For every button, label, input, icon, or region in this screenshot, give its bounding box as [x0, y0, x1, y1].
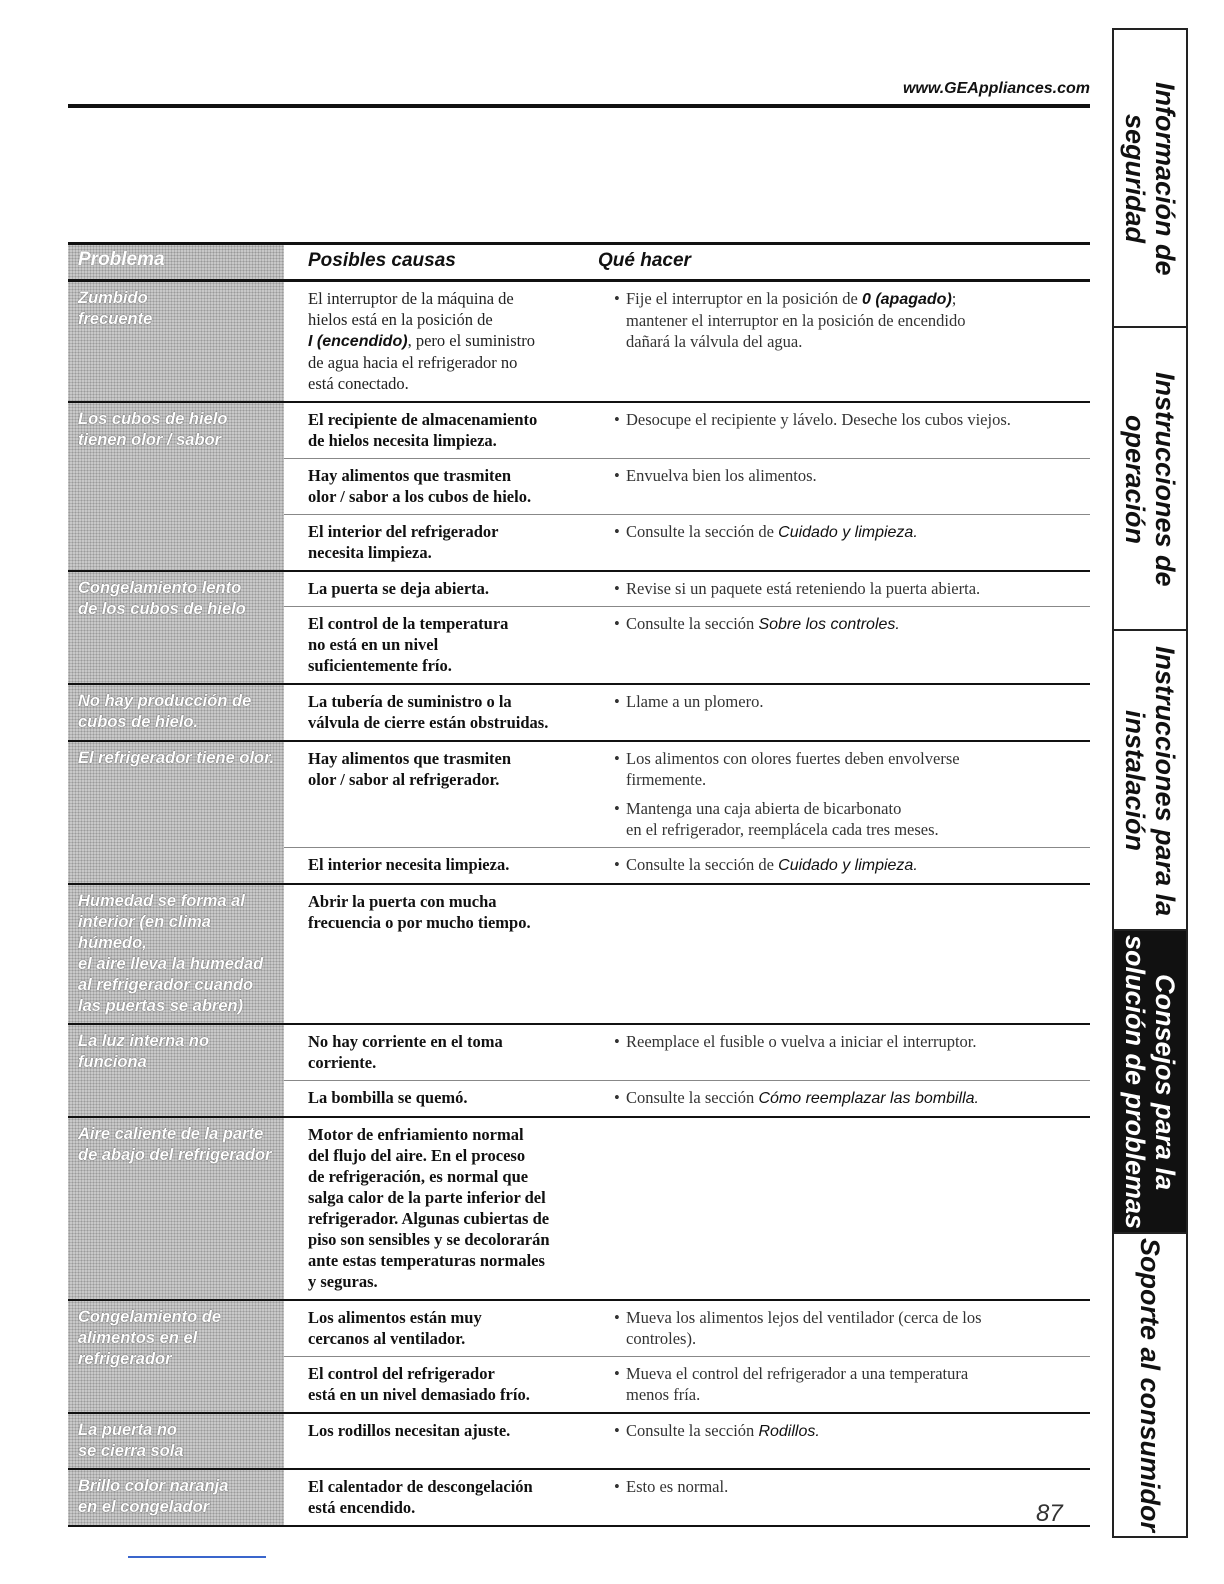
todo-cell	[606, 572, 1090, 606]
cause-cell: El calentador de descongelación está encendido.	[308, 1477, 533, 1517]
bullet-icon: •	[614, 466, 620, 485]
problem-cell	[68, 1118, 284, 1299]
todo-cell	[606, 459, 1090, 514]
table-row	[284, 847, 1090, 883]
problem-cell	[68, 572, 284, 683]
todo-text	[626, 409, 1011, 430]
todo-cell	[606, 685, 1090, 740]
cause-cell: El interior del refrigerador necesita limpieza.	[308, 522, 499, 562]
text-part: Envuelva bien los alimentos.	[626, 466, 817, 485]
todo-text	[626, 1087, 979, 1109]
problem-group	[68, 1025, 1090, 1118]
todo-item	[614, 1420, 1090, 1442]
cause-cell: Hay alimentos que trasmiten olor / sabor a los cubos de hielo.	[308, 466, 532, 506]
problem-cell	[68, 685, 284, 740]
side-tab-solucion-problemas[interactable]	[1112, 929, 1188, 1234]
todo-item	[614, 613, 1090, 635]
table-row	[284, 685, 1090, 740]
problem-label: Aire caliente de la parte de abajo del refrigerador	[78, 1125, 272, 1164]
section-reference: Sobre los controles.	[758, 616, 900, 633]
problem-group	[68, 1118, 1090, 1301]
cause-rows	[284, 1414, 1090, 1468]
todo-cell	[606, 885, 1090, 940]
side-tab-label: Instrucciones de operación	[1120, 372, 1180, 587]
section-reference: Cuidado y limpieza.	[778, 524, 918, 541]
text-part: Esto es normal.	[626, 1477, 729, 1496]
problem-group	[68, 1470, 1090, 1527]
problem-label: La puerta no se cierra sola	[78, 1421, 184, 1460]
bullet-icon: •	[614, 1088, 620, 1107]
text-part: Consulte la sección de	[626, 855, 779, 874]
todo-item	[614, 1307, 1090, 1349]
section-reference: Cómo reemplazar las bombilla.	[758, 1090, 979, 1107]
problem-label: Zumbido frecuente	[78, 289, 153, 328]
todo-item	[614, 288, 1090, 352]
text-part: El interruptor de la máquina de hielos está en la posición de	[308, 289, 514, 329]
todo-item	[614, 1087, 1090, 1109]
todo-text	[626, 578, 980, 599]
todo-text	[626, 521, 918, 543]
table-row	[284, 403, 1090, 458]
table-row	[284, 1414, 1090, 1449]
table-row	[284, 1025, 1090, 1080]
bullet-icon: •	[614, 410, 620, 429]
emphasis-bold: 0 (apagado)	[861, 291, 952, 308]
problem-label: El refrigerador tiene olor.	[78, 749, 275, 767]
table-row	[284, 885, 1090, 940]
bullet-icon: •	[614, 579, 620, 598]
problem-group	[68, 1301, 1090, 1414]
problem-label: Los cubos de hielo tienen olor / sabor	[78, 410, 228, 449]
todo-cell	[606, 848, 1090, 883]
bullet-icon: •	[614, 1421, 620, 1440]
problem-label: Congelamiento lento de los cubos de hielo	[78, 579, 246, 618]
text-part: Mueva el control del refrigerador a una temperatura menos fría.	[626, 1364, 969, 1404]
cause-rows	[284, 742, 1090, 883]
todo-cell	[606, 607, 1090, 683]
side-tab-seguridad[interactable]	[1112, 28, 1188, 328]
cause-cell: La bombilla se quemó.	[308, 1088, 468, 1107]
table-row	[284, 514, 1090, 570]
text-part: Los alimentos con olores fuertes deben envolverse firmemente.	[626, 749, 960, 789]
table-row	[284, 1301, 1090, 1356]
header-problem: Problema	[68, 245, 284, 279]
problem-cell	[68, 885, 284, 1023]
problem-group	[68, 403, 1090, 572]
side-tab-label: Soporte al consumidor	[1135, 1237, 1165, 1533]
bottom-line	[128, 1556, 266, 1558]
text-part: ; mantener el interruptor en la posición de encendido dañará la válvula del agua.	[626, 289, 966, 351]
todo-text	[626, 1031, 977, 1052]
cause-rows	[284, 572, 1090, 683]
page-number: 87	[1036, 1500, 1063, 1527]
todo-item	[614, 798, 1090, 840]
cause-cell: El recipiente de almacenamiento de hielos necesita limpieza.	[308, 410, 538, 450]
problem-cell	[68, 1414, 284, 1468]
text-part: Consulte la sección de	[626, 522, 779, 541]
table-row	[284, 458, 1090, 514]
todo-cell	[606, 1470, 1090, 1525]
section-reference: Cuidado y limpieza.	[778, 857, 918, 874]
problem-cell	[68, 742, 284, 883]
text-part: Consulte la sección	[626, 1421, 759, 1440]
troubleshooting-table	[68, 242, 1090, 1527]
bullet-icon: •	[614, 1032, 620, 1051]
side-tab-soporte[interactable]	[1112, 1232, 1188, 1538]
cause-cell: Abrir la puerta con mucha frecuencia o por mucho tiempo.	[308, 892, 531, 932]
todo-text	[626, 1363, 968, 1405]
header-todo: Qué hacer	[598, 250, 691, 271]
text-part: Fije el interruptor en la posición de	[626, 289, 862, 308]
todo-text	[626, 798, 939, 840]
table-row	[284, 282, 1090, 401]
problem-group	[68, 1414, 1090, 1470]
side-tab-label: Consejos para la solución de problemas	[1120, 935, 1180, 1230]
side-tabs	[1112, 28, 1186, 1538]
text-part: , pero el suministro de agua hacia el refrigerador no está conectado.	[308, 331, 535, 393]
side-tab-label: Instrucciones para la instalación	[1120, 645, 1180, 917]
todo-text	[626, 465, 817, 486]
todo-cell	[606, 1118, 1090, 1299]
cause-cell: Los rodillos necesitan ajuste.	[308, 1421, 511, 1440]
todo-text	[626, 288, 966, 352]
table-row	[284, 1356, 1090, 1412]
todo-item	[614, 578, 1090, 599]
table-row	[284, 572, 1090, 606]
todo-text	[626, 1420, 820, 1442]
todo-text	[626, 854, 918, 876]
todo-item	[614, 521, 1090, 543]
problem-label: La luz interna no funciona	[78, 1032, 210, 1071]
text-part: Mueva los alimentos lejos del ventilador (cerca de los controles).	[626, 1308, 982, 1348]
bullet-icon: •	[614, 614, 620, 633]
table-row	[284, 606, 1090, 683]
bullet-icon: •	[614, 522, 620, 541]
todo-cell	[606, 1025, 1090, 1080]
todo-text	[626, 748, 960, 790]
todo-item	[614, 1363, 1090, 1405]
todo-text	[626, 1307, 982, 1349]
problem-cell	[68, 1470, 284, 1525]
table-header	[68, 242, 1090, 282]
text-part: Consulte la sección	[626, 1088, 759, 1107]
table-row	[284, 742, 1090, 847]
cause-rows	[284, 1301, 1090, 1412]
problem-cell	[68, 403, 284, 570]
problem-label: Congelamiento de alimentos en el refrigerador	[78, 1308, 222, 1368]
problem-group	[68, 282, 1090, 403]
emphasis-bold: I (encendido)	[308, 333, 408, 350]
todo-item	[614, 691, 1090, 712]
todo-text	[626, 613, 900, 635]
problem-cell	[68, 1301, 284, 1412]
problem-group	[68, 572, 1090, 685]
todo-item	[614, 854, 1090, 876]
cause-rows	[284, 1470, 1090, 1525]
section-reference: Rodillos.	[758, 1423, 820, 1440]
table-row	[284, 1470, 1090, 1525]
cause-rows	[284, 1118, 1090, 1299]
todo-cell	[606, 1414, 1090, 1449]
text-part: Mantenga una caja abierta de bicarbonato en el refrigerador, reemplácela cada tres meses.	[626, 799, 939, 839]
todo-cell	[606, 403, 1090, 458]
side-tab-operacion[interactable]	[1112, 326, 1188, 631]
side-tab-instalacion[interactable]	[1112, 629, 1188, 931]
cause-rows	[284, 403, 1090, 570]
problem-label: Humedad se forma al interior (en clima húmedo, el aire lleva la humedad al refrigerador cuando las puertas se abren)	[78, 892, 264, 1015]
problem-cell	[68, 282, 284, 401]
side-tab-label: Información de seguridad	[1120, 82, 1180, 276]
text-part: Revise si un paquete está reteniendo la puerta abierta.	[626, 579, 981, 598]
bullet-icon: •	[614, 749, 620, 768]
todo-cell	[606, 1357, 1090, 1412]
cause-cell	[284, 282, 606, 401]
bullet-icon: •	[614, 1364, 620, 1383]
problem-group	[68, 685, 1090, 742]
todo-item	[614, 1031, 1090, 1052]
table-body	[68, 282, 1090, 1527]
problem-group	[68, 742, 1090, 885]
cause-cell: El interior necesita limpieza.	[308, 855, 510, 874]
todo-item	[614, 465, 1090, 486]
text-part: Reemplace el fusible o vuelva a iniciar el interruptor.	[626, 1032, 977, 1051]
todo-item	[614, 409, 1090, 430]
cause-cell: No hay corriente en el toma corriente.	[308, 1032, 503, 1072]
text-part: Desocupe el recipiente y lávelo. Deseche los cubos viejos.	[626, 410, 1011, 429]
todo-item	[614, 1476, 1090, 1497]
header-causes: Posibles causas	[308, 250, 456, 271]
todo-text	[626, 1476, 728, 1497]
problem-label: No hay producción de cubos de hielo.	[78, 692, 252, 731]
problem-group	[68, 885, 1090, 1025]
cause-rows	[284, 885, 1090, 1023]
cause-rows	[284, 685, 1090, 740]
bullet-icon: •	[614, 1477, 620, 1496]
bullet-icon: •	[614, 289, 620, 308]
todo-cell	[606, 1301, 1090, 1356]
cause-cell: El control del refrigerador está en un nivel demasiado frío.	[308, 1364, 530, 1404]
todo-cell	[606, 742, 1090, 847]
site-url: www.GEAppliances.com	[902, 80, 1090, 97]
bullet-icon: •	[614, 855, 620, 874]
todo-cell	[606, 282, 1090, 401]
bullet-icon: •	[614, 692, 620, 711]
todo-text	[626, 691, 763, 712]
cause-cell: La puerta se deja abierta.	[308, 579, 490, 598]
cause-cell: Los alimentos están muy cercanos al ventilador.	[308, 1308, 482, 1348]
text-part: Consulte la sección	[626, 614, 759, 633]
bullet-icon: •	[614, 1308, 620, 1327]
top-rule	[68, 104, 1090, 108]
cause-rows	[284, 282, 1090, 401]
bullet-icon: •	[614, 799, 620, 818]
cause-cell: El control de la temperatura no está en un nivel suficientemente frío.	[308, 614, 509, 675]
todo-item	[614, 748, 1090, 790]
cause-cell: La tubería de suministro o la válvula de cierre están obstruidas.	[308, 692, 549, 732]
todo-cell	[606, 515, 1090, 570]
text-part: Llame a un plomero.	[626, 692, 764, 711]
todo-cell	[606, 1081, 1090, 1116]
cause-rows	[284, 1025, 1090, 1116]
problem-cell	[68, 1025, 284, 1116]
cause-cell: Hay alimentos que trasmiten olor / sabor al refrigerador.	[308, 749, 512, 789]
table-row	[284, 1118, 1090, 1299]
table-row	[284, 1080, 1090, 1116]
cause-cell: Motor de enfriamiento normal del flujo del aire. En el proceso de refrigeración, es normal que salga calor de la parte inferior del refrigerador. Algunas cubiertas de piso son sensibles y se decolorarán ante estas temperaturas normales y seguras.	[308, 1125, 550, 1291]
problem-label: Brillo color naranja en el congelador	[78, 1477, 229, 1516]
